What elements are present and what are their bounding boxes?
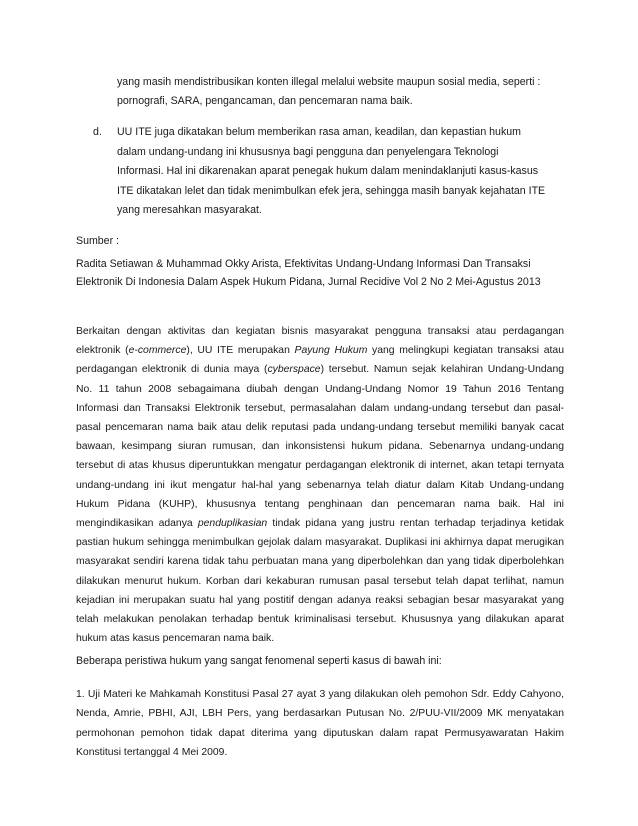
- paragraph-text: ), UU ITE merupakan: [186, 345, 295, 357]
- term-ecommerce: e-commerce: [128, 345, 187, 357]
- list-item-text: UU ITE juga dikatakan belum memberikan rasa aman, keadilan, dan kepastian hukum dalam undang-undang ini khususnya bagi pengguna dan penyelengara Teknologi Informasi. Hal ini dikarenakan aparat penegak hukum dalam menindaklanjuti kasus-kasus ITE dikatakan lelet dan tidak menimbulkan efek jera, sehingga masih banyak kejahatan ITE yang meresahkan masyarakat.: [117, 126, 546, 217]
- term-payung-hukum: Payung Hukum: [294, 345, 368, 357]
- paragraph-text: ) tersebut. Namun sejak kelahiran Undang-Undang No. 11 tahun 2008 sebagaimana diubah dengan Undang-Undang Nomor 19 Tahun 2016 Tentang Informasi dan Transaksi Elektronik tersebut, permasalahan dalam undang-undang tersebut dan pasal-pasal pencemaran nama baik atau delik reputasi pada undang-undang tersebut memiliki banyak cacat bawaan, kesimpang siuran rumusan, dan inkonsistensi hukum pidana. Sebenarnya undang-undang tersebut di atas khusus diperuntukkan mengatur perdagangan elektronik di internet, akan tetapi ternyata undang-undang ini ikut mengatur hal-hal yang sebenarnya telah diatur dalam Kitab Undang-undang Hukum Pidana (KUHP), khususnya tentang penghinaan dan pencemaran nama baik. Hal ini mengindikasikan adanya: [76, 364, 565, 530]
- body-paragraph: [76, 322, 564, 648]
- term-cyberspace: cyberspace: [267, 364, 321, 376]
- paragraph-text: yang melingkupi kegiatan transaksi atau perdagangan elektronik di dunia maya (: [76, 345, 564, 376]
- source-label: Sumber :: [76, 235, 119, 247]
- list-marker: d.: [93, 126, 102, 138]
- list-item-continuation: yang masih mendistribusikan konten illegal melalui website maupun sosial media, seperti : pornografi, SARA, pengancaman, dan pencemaran nama baik.: [117, 76, 541, 107]
- numbered-point-1: 1. Uji Materi ke Mahkamah Konstitusi Pasal 27 ayat 3 yang dilakukan oleh pemohon Sdr. Eddy Cahyono, Nenda, Amrie, PBHI, AJI, LBH Pers, yang berdasarkan Putusan No. 2/PUU-VII/2009 MK menyatakan permohonan pemohon tidak dapat diterima yang diputuskan dalam rapat Permusyawaratan Hakim Konstitusi tertanggal 4 Mei 2009.: [76, 689, 564, 759]
- intro-sentence: Beberapa peristiwa hukum yang sangat fenomenal seperti kasus di bawah ini:: [76, 655, 442, 667]
- source-citation: Radita Setiawan & Muhammad Okky Arista, Efektivitas Undang-Undang Informasi Dan Transaksi Elektronik Di Indonesia Dalam Aspek Hukum Pidana, Jurnal Recidive Vol 2 No 2 Mei-Agustus 2013: [76, 258, 541, 288]
- paragraph-text: tindak pidana yang justru rentan terhadap terjadinya ketidak pastian hukum sehingga menimbulkan gejolak dalam masyarakat. Duplikasi ini akhirnya dapat merugikan masyarakat sendiri karena tidak tahu perbuatan mana yang diperbolehkan dan yang tidak diperbolehkan dilakukan menurut hukum. Korban dari kekaburan rumusan pasal tersebut telah dapat terlihat, namun kejadian ini merupakan suatu hal yang postitif dengan adanya reaksi sebagian besar masyarakat yang telah melakukan penolakan terhadap bentuk kriminalisasi tersebut. Khususnya yang dilakukan aparat hukum atas kasus pencemaran nama baik.: [76, 518, 564, 645]
- term-penduplikasian: penduplikasian: [197, 518, 268, 530]
- paragraph-text: Berkaitan dengan aktivitas dan kegiatan bisnis masyarakat pengguna transaksi atau perdagangan elektronik (: [76, 326, 564, 357]
